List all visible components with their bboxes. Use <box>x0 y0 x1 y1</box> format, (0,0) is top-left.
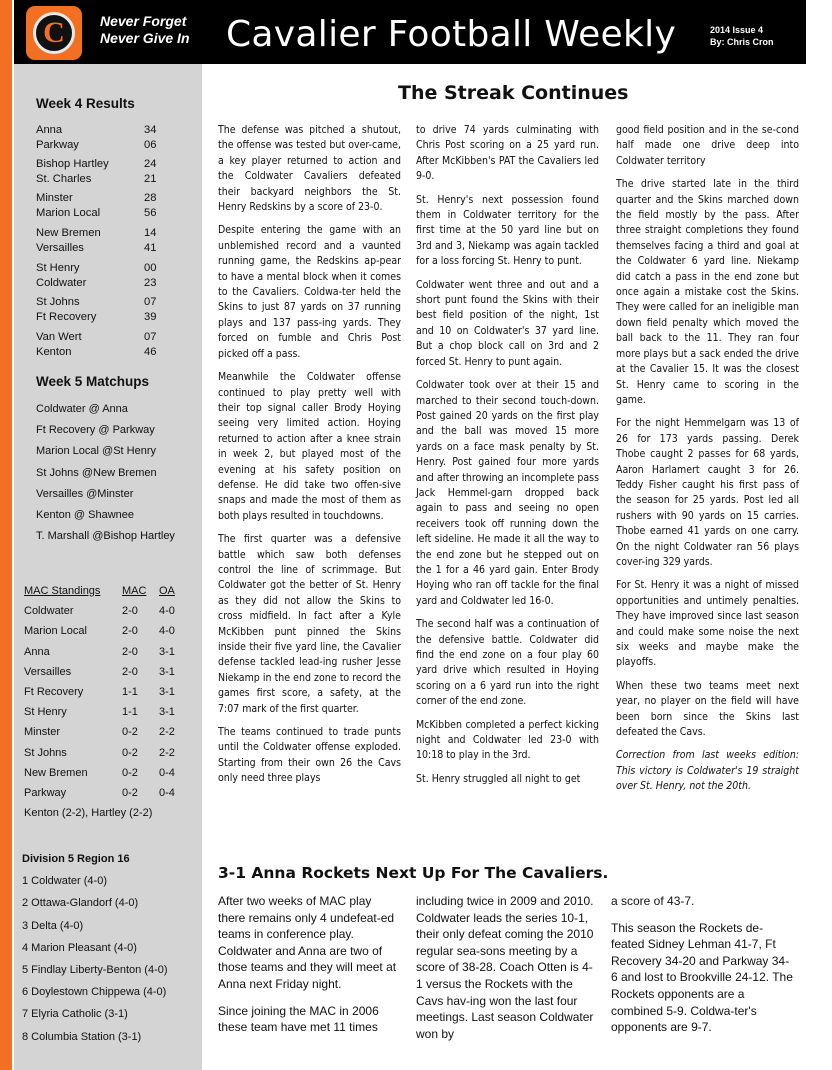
article-paragraph: Since joining the MAC in 2006 these team have met 11 times <box>218 1003 379 1035</box>
article-column-1 <box>218 123 401 795</box>
result-team: Van Wert <box>36 331 82 343</box>
result-team: Kenton <box>36 346 72 358</box>
standings-team: Marion Local <box>24 625 87 638</box>
article-paragraph: St. Henry's next possession found them in Coldwater territory for the first time at the 50 yard line but on 3rd and 3, Niekamp was again tackled for a loss forcing St. Henry to punt. <box>416 193 599 268</box>
division-team: 4 Marion Pleasant (4-0) <box>22 941 137 954</box>
standings-team: St Henry <box>24 706 67 719</box>
standings-team: Ft Recovery <box>24 685 84 698</box>
standings-oa: 2-2 <box>159 746 175 759</box>
standings-row <box>24 767 184 787</box>
result-row <box>36 331 162 343</box>
result-team: Ft Recovery <box>36 311 97 323</box>
standings-row <box>24 605 184 625</box>
result-score: 23 <box>144 277 157 289</box>
standings-row <box>24 686 184 706</box>
article-paragraph: including twice in 2009 and 2010. Coldwater leads the series 10-1, their only defeat coming the 2010 regular sea-sons meeting by a score of 38-28. Coach Otten is 4-1 versus the Rockets with the Cavs hav-ing won the last four meetings. Last season Coldwater won by <box>416 894 594 1041</box>
article-column-2 <box>416 123 599 795</box>
matchup-item: Ft Recovery @ Parkway <box>36 424 155 437</box>
result-score: 00 <box>144 262 157 274</box>
result-team: Parkway <box>36 139 79 151</box>
article-paragraph: The second half was a continuation of the defensive battle. Coldwater did find the end zone on a four play 60 yard drive which resulted in Hoying scoring on a 6 yard run into the right corner of the end zone. <box>416 618 599 708</box>
result-score: 07 <box>144 296 157 308</box>
article-paragraph: For St. Henry it was a night of missed opportunities and untimely penalties. They have improved since last season and could make some noise the next six weeks and maybe make the playoffs. <box>616 579 799 669</box>
result-team: Minster <box>36 192 73 204</box>
division-team: 7 Elyria Catholic (3-1) <box>22 1008 128 1021</box>
article-paragraph: Coldwater went three and out and a short punt found the Skins with their best field position of the night, 1st and 10 on Coldwater's 37 yard line. But a chop block call on 3rd and 2 forced St. Henry to punt again. <box>416 278 599 368</box>
standings-row <box>24 666 184 686</box>
result-score: 07 <box>144 331 157 343</box>
division-team: 8 Columbia Station (3-1) <box>22 1030 142 1043</box>
correction-note: Correction from last weeks edition: This victory is Coldwater's 19 straight over St. Henry, not the 20th. <box>616 749 799 793</box>
motto-line-2: Never Give In <box>100 30 190 46</box>
result-score: 39 <box>144 311 157 323</box>
result-row <box>36 346 162 358</box>
result-team: Versailles <box>36 242 84 254</box>
mac-standings-table <box>24 585 184 819</box>
article-paragraph: The first quarter was a defensive battle which saw both defenses control the line of scrimmage. But Coldwater got the better of St. Henry as they did not allow the Skins to cross midfield. In fact after a Kyle McKibben punt pinned the Skins inside their five yard line, the Cavalier defense tackled lead-ing rusher Jesse Niekamp in the end zone to record the games first score, a safety, at the 7:07 mark of the first quarter. <box>218 533 401 715</box>
matchup-item: T. Marshall @Bishop Hartley <box>36 530 175 543</box>
results-title: Week 4 Results <box>36 96 135 111</box>
cavalier-logo <box>26 6 82 60</box>
result-row <box>36 227 162 239</box>
standings-oa: 2-2 <box>159 726 175 739</box>
mac-column-header: MAC <box>122 585 147 597</box>
orange-page-strip <box>0 0 12 1070</box>
result-score: 06 <box>144 139 157 151</box>
result-team: Bishop Hartley <box>36 158 109 170</box>
result-team: Coldwater <box>36 277 87 289</box>
article-column-3 <box>616 123 799 803</box>
article-paragraph: Meanwhile the Coldwater offense continued to play pretty well with their top signal caller Brody Hoying seeing very limited action. Hoying returned to action after a knee strain in week 2, but played most of the evening at his safety position on defense. He did take two offen-sive snaps and made the most of them as both plays resulted in touchdowns. <box>218 371 401 522</box>
matchup-item: Versailles @Minster <box>36 487 134 500</box>
result-score: 56 <box>144 207 157 219</box>
standings-oa: 3-1 <box>159 706 175 719</box>
article-paragraph: When these two teams meet next year, no player on the field will have been born since the Skins last defeated the Cavs. <box>616 679 799 739</box>
standings-team: New Bremen <box>24 766 88 779</box>
result-team: St Johns <box>36 296 80 308</box>
motto <box>100 13 190 47</box>
standings-row <box>24 625 184 645</box>
standings-oa: 4-0 <box>159 605 175 618</box>
division-team: 1 Coldwater (4-0) <box>22 875 107 888</box>
matchup-item: Coldwater @ Anna <box>36 403 128 415</box>
result-row <box>36 207 162 219</box>
second-article-column-2 <box>416 893 599 1052</box>
issue-info <box>710 24 774 48</box>
standings-mac: 0-2 <box>122 726 138 739</box>
byline: By: Chris Cron <box>710 37 774 47</box>
article-paragraph: a score of 43-7. <box>611 894 695 908</box>
result-row <box>36 139 162 151</box>
standings-team: Parkway <box>24 786 67 799</box>
standings-row <box>24 747 184 767</box>
newsletter-title: Cavalier Football Weekly <box>226 14 677 55</box>
logo-letter: C <box>33 12 75 54</box>
result-team: St. Charles <box>36 173 92 185</box>
result-team: St Henry <box>36 262 80 274</box>
article-paragraph: McKibben completed a perfect kicking night and Coldwater led 23-0 with 10:18 to play in the 3rd. <box>416 718 599 762</box>
article-paragraph: For the night Hemmelgarn was 13 of 26 for 173 yards passing. Derek Thobe caught 2 passes for 68 yards, Aaron Harlamert caught 3 for 26. Teddy Fisher caught his first pass of the season for 25 yards. Post led all rushers with 90 yards on 15 carries. Thobe earned 41 yards on one carry. On the night Coldwater ran 56 plays cover-ing 329 yards. <box>616 417 799 568</box>
article-paragraph: This season the Rockets de-feated Sidney Lehman 41-7, Ft Recovery 34-20 and Parkway 34-6 and lost to Brookville 24-12. The Rockets opponents are a combined 5-9. Coldwa-ter's opponents are 9-7. <box>611 920 793 1035</box>
standings-row <box>24 706 184 726</box>
standings-mac: 1-1 <box>122 706 138 719</box>
matchup-item: Marion Local @St Henry <box>36 445 156 458</box>
article-paragraph: After two weeks of MAC play there remains only 4 undefeat-ed teams in conference play. Coldwater and Anna are two of those teams and they will meet at Anna next Friday night. <box>218 894 397 991</box>
standings-mac: 2-0 <box>122 625 138 638</box>
article-paragraph: Despite entering the game with an unblemished record and a vaunted running game, the Redskins ap-pear to have a mental block when it comes to the Cavaliers. Coldwa-ter held the Skins to just 87 yards on 37 running plays and 137 pass-ing yards. They forced on fumble and Chris Post picked off a pass. <box>218 224 401 360</box>
standings-mac: 2-0 <box>122 645 138 658</box>
matchups-title: Week 5 Matchups <box>36 374 150 389</box>
matchup-item: Kenton @ Shawnee <box>36 509 135 521</box>
result-team: Anna <box>36 124 63 136</box>
result-score: 46 <box>144 346 157 358</box>
standings-row <box>24 787 184 807</box>
article-paragraph: to drive 74 yards culminating with Chris Post scoring on a 25 yard run. After McKibben's PAT the Cavaliers led 9-0. <box>416 124 599 183</box>
result-row <box>36 242 162 254</box>
standings-team: Coldwater <box>24 605 74 618</box>
oa-column-header: OA <box>159 585 175 597</box>
article-paragraph: good field position and in the se-cond half made one drive deep into Coldwater territory <box>616 124 799 167</box>
result-row <box>36 262 162 274</box>
result-team: New Bremen <box>36 227 101 239</box>
standings-oa: 3-1 <box>159 645 175 658</box>
result-score: 24 <box>144 158 157 170</box>
standings-row <box>24 646 184 666</box>
result-score: 34 <box>144 124 157 136</box>
article-paragraph: The drive started late in the third quarter and the Skins marched down the field mostly by the pass. After three straight completions they found themselves facing a third and goal at the Coldwater 6 yard line. Niekamp did catch a pass in the end zone but once again a mistake cost the Skins. They were called for an ineligible man down field penalty which moved the ball back to the 11. They ran four more plays but a sack ended the drive at the Cavalier 15. It was the closest St. Henry came to scoring in the game. <box>616 178 799 406</box>
standings-oa: 0-4 <box>159 786 175 799</box>
matchup-item: St Johns @New Bremen <box>36 466 157 479</box>
article-paragraph: St. Henry struggled all night to get <box>416 772 581 785</box>
standings-note: Kenton (2-2), Hartley (2-2) <box>24 807 153 820</box>
motto-line-1: Never Forget <box>100 13 187 29</box>
standings-mac: 0-2 <box>122 766 138 779</box>
standings-mac: 0-2 <box>122 786 138 799</box>
result-row <box>36 277 162 289</box>
standings-oa: 3-1 <box>159 665 175 678</box>
result-row <box>36 158 162 170</box>
division-team: 5 Findlay Liberty-Benton (4-0) <box>22 963 168 976</box>
result-row <box>36 173 162 185</box>
standings-oa: 0-4 <box>159 766 175 779</box>
standings-oa: 3-1 <box>159 685 175 698</box>
standings-mac: 0-2 <box>122 746 138 759</box>
division-team: 2 Ottawa-Glandorf (4-0) <box>22 897 139 910</box>
standings-team: Anna <box>24 645 50 658</box>
standings-oa: 4-0 <box>159 625 175 638</box>
result-score: 14 <box>144 227 157 239</box>
division-team: 3 Delta (4-0) <box>22 919 84 932</box>
standings-mac: 2-0 <box>122 605 138 618</box>
article-paragraph: The defense was pitched a shutout, the offense was tested but over-came, a key player returned to action and the Coldwater Cavaliers defeated their backyard neighbors the St. Henry Redskins by a score of 23-0. <box>218 124 401 214</box>
issue-number: 2014 Issue 4 <box>710 25 764 35</box>
second-article-headline: 3-1 Anna Rockets Next Up For The Cavaliers. <box>218 864 609 882</box>
standings-mac: 1-1 <box>122 685 138 698</box>
result-score: 41 <box>144 242 157 254</box>
standings-team: Minster <box>24 726 61 739</box>
division-title: Division 5 Region 16 <box>22 853 130 865</box>
division-rankings <box>22 853 168 1053</box>
standings-title: MAC Standings <box>24 585 101 597</box>
second-article-column-1 <box>218 893 401 1046</box>
result-score: 28 <box>144 192 157 204</box>
article-headline: The Streak Continues <box>398 82 629 104</box>
result-row <box>36 192 162 204</box>
standings-team: St Johns <box>24 746 67 759</box>
division-team: 6 Doylestown Chippewa (4-0) <box>22 986 167 999</box>
result-row <box>36 296 162 308</box>
result-row <box>36 311 162 323</box>
result-score: 21 <box>144 173 157 185</box>
article-paragraph: Coldwater took over at their 15 and marched to their second touch-down. Post gained 20 yards on the first play and the ball was moved 15 more yards on a face mask penalty by St. Henry. Post gained four more yards and after throwing an incomplete pass Jack Hemmel-garn dropped back again to pass and seeing no open receivers took off running down the left sideline. He made it all the way to the end zone but he stepped out on the 1 for a 46 yard gain. Enter Brody Hoying who ran off tackle for the final yard and Coldwater led 16-0. <box>416 379 599 607</box>
standings-mac: 2-0 <box>122 665 138 678</box>
result-row <box>36 124 162 136</box>
standings-team: Versailles <box>24 665 72 678</box>
article-paragraph: The teams continued to trade punts until the Coldwater offense exploded. Starting from their own 26 the Cavs only need three plays <box>218 726 401 785</box>
second-article-column-3 <box>611 893 794 1046</box>
standings-header-row <box>24 585 184 605</box>
result-team: Marion Local <box>36 207 101 219</box>
standings-row <box>24 726 184 746</box>
